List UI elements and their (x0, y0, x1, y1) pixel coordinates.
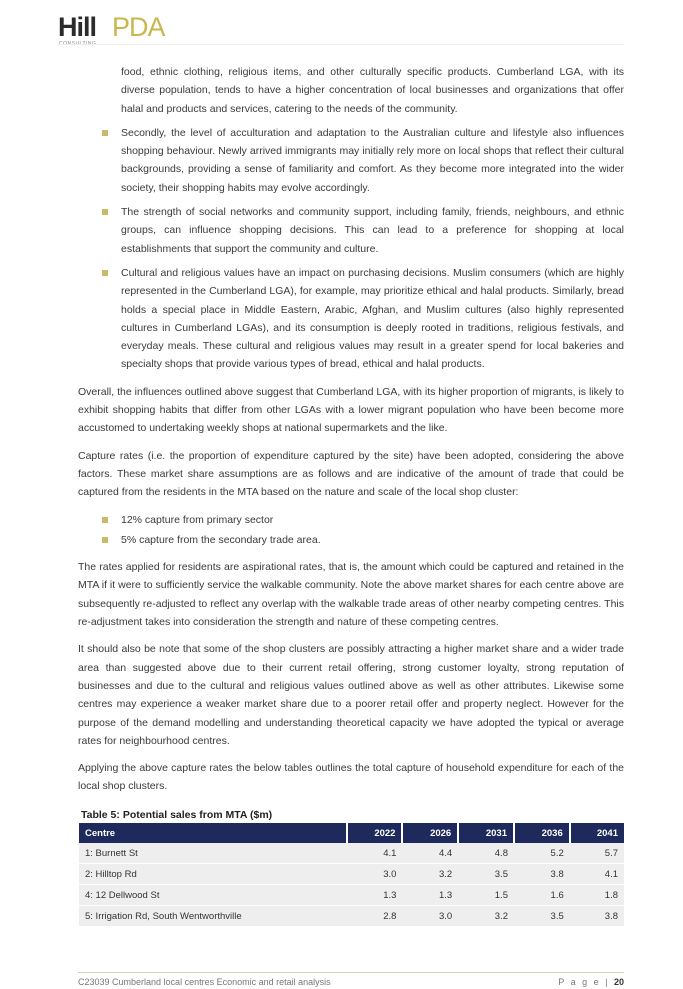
table-cell: 5.7 (570, 843, 624, 864)
logo-hill-text: Hill (58, 12, 97, 42)
table-cell: 2.8 (347, 906, 403, 927)
bullet-square-icon (102, 537, 108, 543)
bullet-square-icon (102, 209, 108, 215)
list-item-text: Cultural and religious values have an impact on purchasing decisions. Muslim consumers (which are highly represented in the Cumberland LGA), for example, may prioritize ethical and halal products. Similarly, bread holds a special place in Middle Eastern, Arabic, Afghan, and Muslim cultures (also highly represented cultures in Cumberland LGAs), and its consumption is deeply rooted in traditions, religious festivals, and everyday meals. These cultural and religious values may result in a greater spend for local bakeries and specialty shops that provide various types of bread, ethical and halal products. (121, 266, 624, 371)
table-cell: 3.2 (402, 864, 458, 885)
footer-divider (78, 972, 624, 973)
potential-sales-table (79, 823, 624, 927)
table-header-row (79, 823, 624, 843)
table-row (79, 885, 624, 906)
bullet-square-icon (102, 517, 108, 523)
table-cell: 1.8 (570, 885, 624, 906)
document-body (78, 63, 624, 805)
table-cell: 4.1 (570, 864, 624, 885)
table-cell: 3.5 (514, 906, 570, 927)
table-cell: 4.1 (347, 843, 403, 864)
table-row (79, 906, 624, 927)
table-cell: 3.8 (570, 906, 624, 927)
column-header: 2041 (570, 823, 624, 843)
list-item (78, 124, 624, 197)
column-header: 2036 (514, 823, 570, 843)
table-row (79, 864, 624, 885)
table-cell: 1: Burnett St (79, 843, 347, 864)
page-separator: | (605, 977, 610, 987)
page-label: P a g e (558, 977, 601, 987)
table-cell: 3.0 (402, 906, 458, 927)
table-cell: 3.0 (347, 864, 403, 885)
table-cell: 3.5 (458, 864, 514, 885)
table-title: Table 5: Potential sales from MTA ($m) (81, 809, 273, 821)
table-cell: 1.3 (402, 885, 458, 906)
paragraph-applying: Applying the above capture rates the below tables outlines the total capture of household expenditure for each of the local shop clusters. (78, 762, 624, 793)
paragraph-capture-rates: Capture rates (i.e. the proportion of expenditure captured by the site) have been adopted, considering the above factors. These market share assumptions are as follows and are indicative of the amount of trade that could be captured from the residents in the MTA based on the nature and scale of the local shop cluster: (78, 449, 624, 499)
header-divider (58, 44, 624, 45)
table-cell: 3.2 (458, 906, 514, 927)
page-number: 20 (613, 977, 624, 987)
column-header: 2026 (402, 823, 458, 843)
table-cell: 5: Irrigation Rd, South Wentworthville (79, 906, 347, 927)
list-item (78, 264, 624, 374)
table-cell: 4: 12 Dellwood St (79, 885, 347, 906)
logo-pda-text: PDA (112, 12, 165, 42)
table-cell: 5.2 (514, 843, 570, 864)
list-item (78, 531, 624, 549)
column-header: 2031 (458, 823, 514, 843)
bullet-square-icon (102, 270, 108, 276)
footer-document-title: C23039 Cumberland local centres Economic and retail analysis (78, 977, 331, 987)
paragraph-overall: Overall, the influences outlined above suggest that Cumberland LGA, with its higher proportion of migrants, is likely to exhibit shopping habits that differ from other LGAs with a lower migrant population who have been become more accustomed to undertaking weekly shops at national supermarkets and the like. (78, 385, 624, 435)
column-header: 2022 (347, 823, 403, 843)
list-item-text: 12% capture from primary sector (121, 513, 274, 526)
intro-continuation: food, ethnic clothing, religious items, and other culturally specific products. Cumberland LGA, with its diverse population, tends to have a higher concentration of local businesses and organizations that offer halal and products and services, catering to the needs of the community. (121, 66, 624, 115)
footer-page-info (558, 977, 624, 987)
table-row (79, 843, 624, 864)
list-item-text: 5% capture from the secondary trade area. (121, 533, 321, 546)
table-cell: 4.4 (402, 843, 458, 864)
list-item (78, 511, 624, 529)
paragraph-aspirational-rates: The rates applied for residents are aspirational rates, that is, the amount which could be captured and retained in the MTA if it were to sufficiently service the walkable community. Note the above market shares for each centre above are subsequently re-adjusted to reflect any overlap with the walkable trade areas of other nearby competing centres. This re-adjustment takes into consideration the strength and nature of these competing centres. (78, 561, 624, 629)
list-item-text: The strength of social networks and community support, including family, friends, neighbours, and ethnic groups, can influence shopping decisions. This can lead to a preference for shopping at local establishments that support the community and culture. (121, 206, 624, 255)
table-cell: 1.3 (347, 885, 403, 906)
paragraph-note: It should also be note that some of the shop clusters are possibly attracting a higher market share and a wider trade area than suggested above due to their current retail offering, strong customer loyalty, strong reputation of businesses and due to the cultural and religious values outlined above as well as other attributes. Likewise some centres may experience a weaker market share due to a poorer retail offer and property neglect. However for the purpose of the demand modelling and understanding theoretical capacity we have adopted the typical or average rates for neighbourhood centres. (78, 643, 624, 747)
table-cell: 4.8 (458, 843, 514, 864)
table-cell: 3.8 (514, 864, 570, 885)
column-header: Centre (79, 823, 347, 843)
table-cell: 2: Hilltop Rd (79, 864, 347, 885)
list-item-text: Secondly, the level of acculturation and adaptation to the Australian culture and lifestyle also influences shopping behaviour. Newly arrived immigrants may initially rely more on local shops that reflect their cultural backgrounds, providing a sense of familiarity and comfort. As they become more integrated into the wider society, their shopping habits may evolve accordingly. (121, 126, 624, 194)
table-cell: 1.6 (514, 885, 570, 906)
list-item (78, 203, 624, 258)
table-cell: 1.5 (458, 885, 514, 906)
bullet-square-icon (102, 130, 108, 136)
